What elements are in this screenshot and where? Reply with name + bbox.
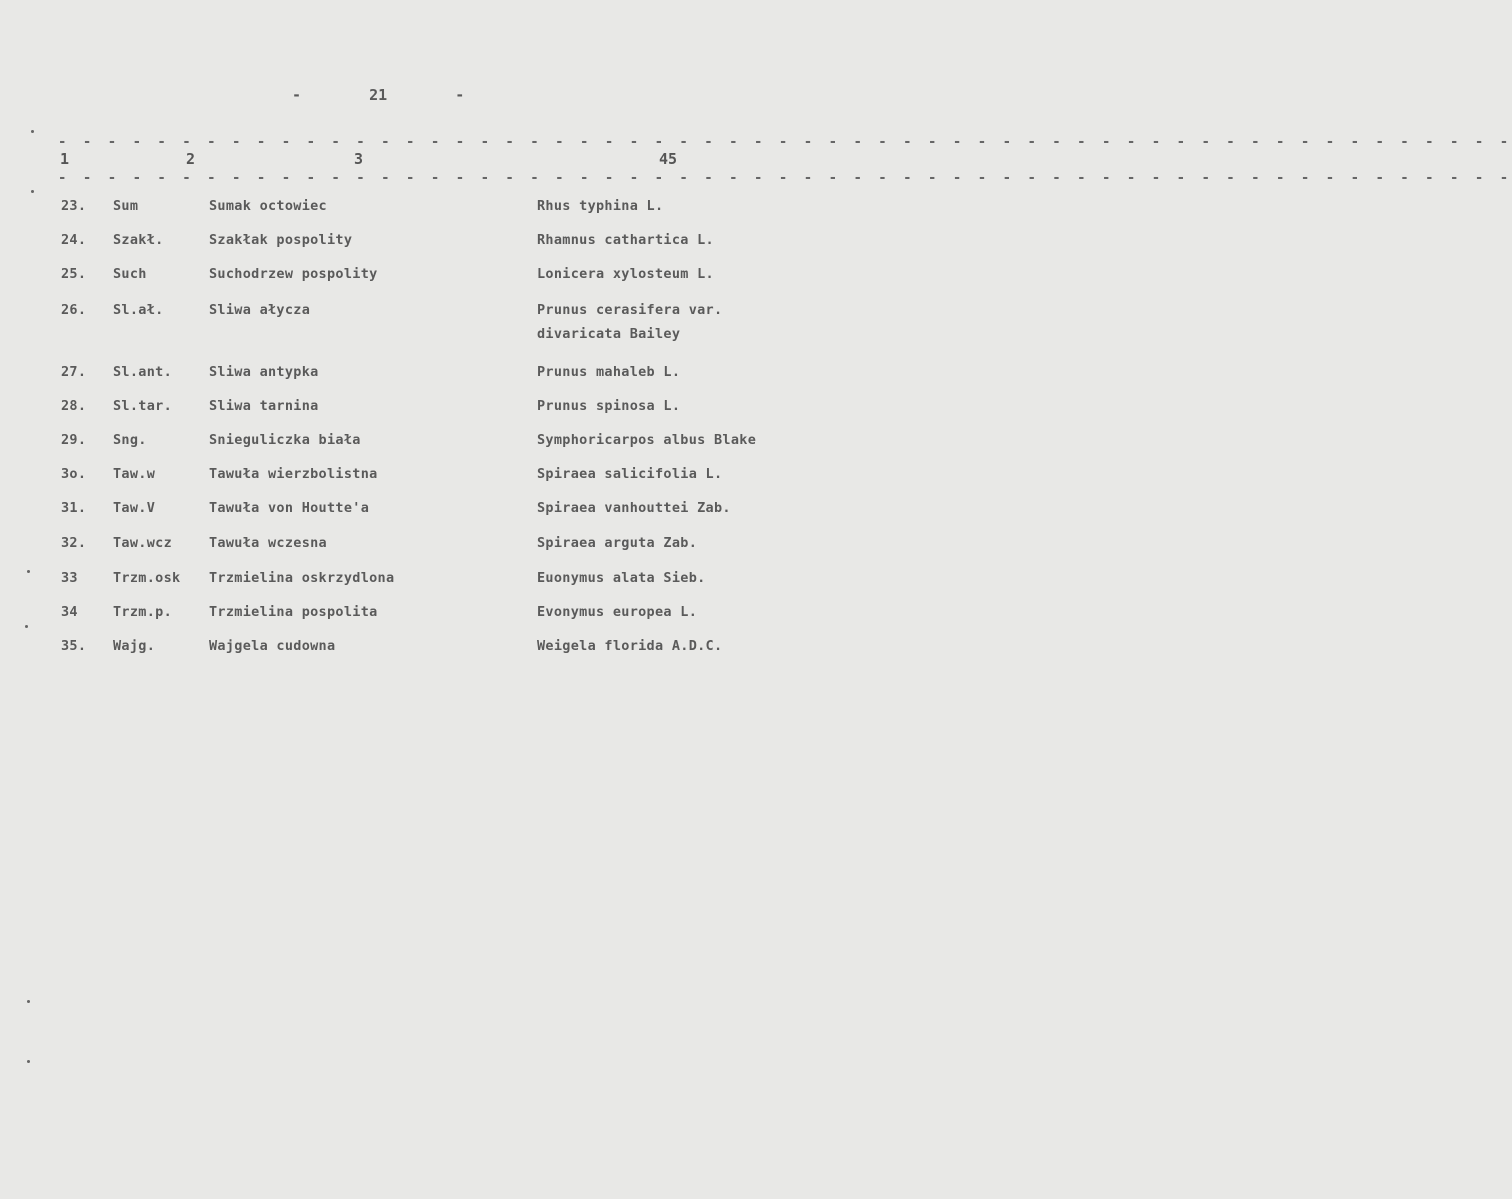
row-polish: Szakłak pospolity	[209, 232, 353, 248]
row-polish: Sliwa tarnina	[209, 398, 319, 414]
column-number-4-5: 45	[659, 150, 678, 168]
dashed-rule-top: - - - - - - - - - - - - - - - - - - - - - - - - - - - - - - - - - - - - - - - - - - - - - - - - - - - - - - - - - - -	[58, 134, 1512, 150]
row-abbr: Szakł.	[113, 232, 164, 248]
row-polish: Wajgela cudowna	[209, 638, 336, 654]
row-latin: Prunus cerasifera var.	[537, 302, 723, 318]
row-num: 33	[61, 570, 78, 586]
page-number-header	[292, 86, 464, 104]
row-polish: Sliwa ałycza	[209, 302, 311, 318]
row-num: 23.	[61, 198, 87, 214]
row-polish: Tawuła wczesna	[209, 535, 327, 551]
row-num: 34	[61, 604, 78, 620]
row-num: 31.	[61, 500, 87, 516]
row-abbr: Taw.wcz	[113, 535, 172, 551]
row-abbr: Sl.ant.	[113, 364, 172, 380]
column-number-2: 2	[186, 150, 196, 168]
row-latin: Prunus mahaleb L.	[537, 364, 681, 380]
row-latin: Evonymus europea L.	[537, 604, 698, 620]
row-latin: Prunus spinosa L.	[537, 398, 681, 414]
row-abbr: Trzm.osk	[113, 570, 181, 586]
row-abbr: Wajg.	[113, 638, 156, 654]
row-abbr: Taw.V	[113, 500, 156, 516]
row-latin: Spiraea salicifolia L.	[537, 466, 723, 482]
row-abbr: Such	[113, 266, 147, 282]
margin-mark	[27, 570, 30, 573]
row-polish: Trzmielina pospolita	[209, 604, 378, 620]
row-abbr: Sl.ał.	[113, 302, 164, 318]
row-latin: Euonymus alata Sieb.	[537, 570, 706, 586]
dash-right: -	[455, 86, 465, 104]
row-polish: Tawuła von Houtte'a	[209, 500, 370, 516]
row-num: 26.	[61, 302, 87, 318]
row-polish: Sumak octowiec	[209, 198, 327, 214]
margin-mark	[27, 1060, 30, 1063]
row-num: 32.	[61, 535, 87, 551]
dashed-rule-bottom: - - - - - - - - - - - - - - - - - - - - - - - - - - - - - - - - - - - - - - - - - - - - - - - - - - - - - - - - - - -	[58, 170, 1512, 186]
row-latin-continued: divaricata Bailey	[537, 326, 681, 342]
margin-mark	[31, 130, 34, 133]
row-abbr: Sl.tar.	[113, 398, 172, 414]
row-num: 3o.	[61, 466, 87, 482]
row-num: 25.	[61, 266, 87, 282]
dash-left: -	[292, 86, 302, 104]
row-abbr: Sum	[113, 198, 139, 214]
column-number-1: 1	[60, 150, 70, 168]
row-polish: Snieguliczka biała	[209, 432, 361, 448]
page-number: 21	[369, 86, 388, 104]
row-abbr: Trzm.p.	[113, 604, 172, 620]
row-latin: Rhus typhina L.	[537, 198, 664, 214]
row-num: 27.	[61, 364, 87, 380]
row-num: 29.	[61, 432, 87, 448]
row-latin: Symphoricarpos albus Blake	[537, 432, 757, 448]
column-number-3: 3	[354, 150, 364, 168]
row-num: 35.	[61, 638, 87, 654]
margin-mark	[27, 1000, 30, 1003]
row-latin: Rhamnus cathartica L.	[537, 232, 714, 248]
margin-mark	[25, 625, 28, 628]
margin-mark	[31, 190, 34, 193]
row-polish: Trzmielina oskrzydlona	[209, 570, 395, 586]
row-latin: Spiraea vanhouttei Zab.	[537, 500, 731, 516]
row-latin: Spiraea arguta Zab.	[537, 535, 698, 551]
row-latin: Lonicera xylosteum L.	[537, 266, 714, 282]
row-latin: Weigela florida A.D.C.	[537, 638, 723, 654]
row-polish: Tawuła wierzbolistna	[209, 466, 378, 482]
row-polish: Suchodrzew pospolity	[209, 266, 378, 282]
row-num: 28.	[61, 398, 87, 414]
row-polish: Sliwa antypka	[209, 364, 319, 380]
row-num: 24.	[61, 232, 87, 248]
row-abbr: Taw.w	[113, 466, 156, 482]
row-abbr: Sng.	[113, 432, 147, 448]
